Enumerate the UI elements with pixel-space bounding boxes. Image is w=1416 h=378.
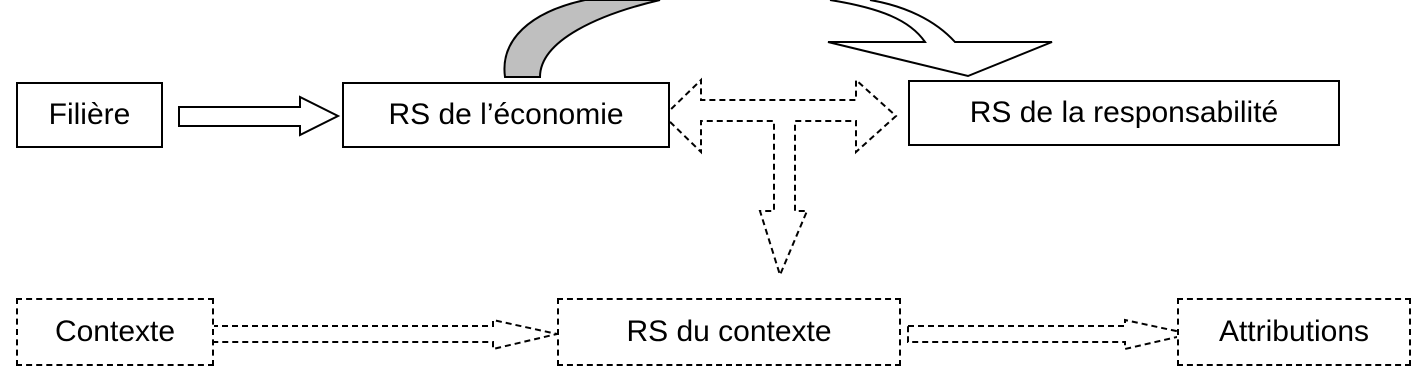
node-rs-economie-label: RS de l’économie	[388, 98, 624, 131]
arrow-rs-contexte-to-attributions	[908, 320, 1190, 349]
dashed-t-arrow	[664, 80, 896, 275]
node-rs-contexte	[557, 298, 901, 366]
arrow-filiere-to-economie	[179, 97, 338, 135]
node-attributions	[1177, 298, 1411, 366]
node-rs-responsabilite-label: RS de la responsabilité	[969, 96, 1279, 129]
node-rs-contexte-label: RS du contexte	[626, 315, 832, 348]
node-filiere	[16, 82, 163, 148]
node-attributions-label: Attributions	[1218, 315, 1370, 348]
node-filiere-label: Filière	[48, 98, 131, 131]
node-rs-responsabilite	[908, 80, 1340, 146]
curved-arrow-head	[828, 0, 1052, 76]
curved-arrow-economie-to-responsabilite	[504, 0, 660, 77]
node-contexte	[16, 298, 214, 366]
node-contexte-label: Contexte	[54, 315, 176, 348]
arrow-contexte-to-rs-contexte	[212, 320, 557, 349]
node-rs-economie	[342, 82, 670, 148]
